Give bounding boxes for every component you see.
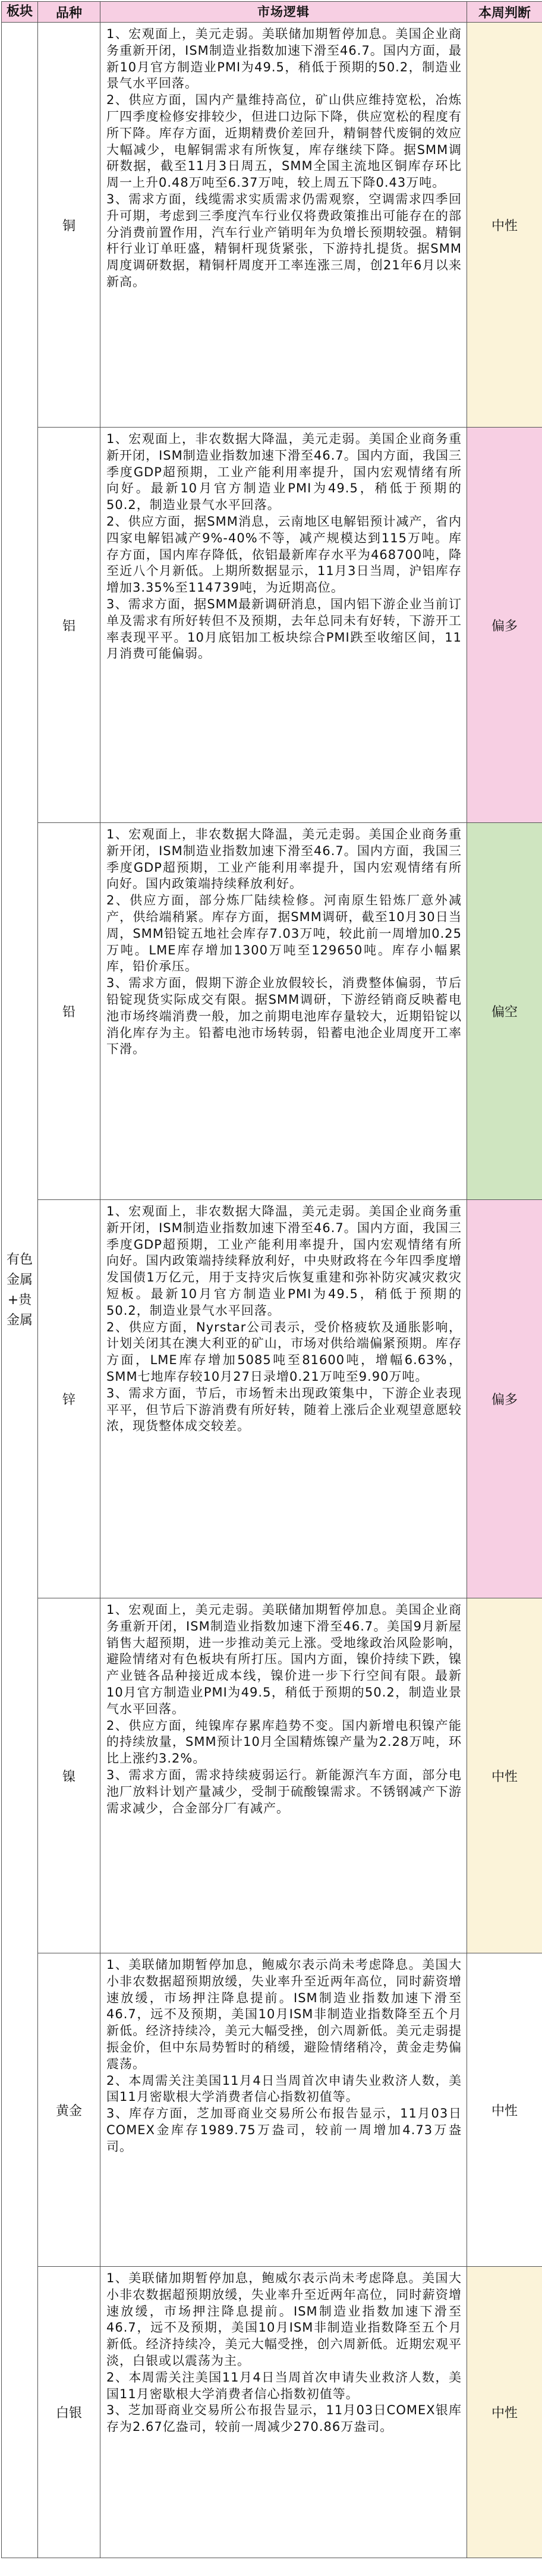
- sector-label: 有色金属+贵金属: [6, 1252, 33, 1328]
- table-row: [2, 1598, 542, 1953]
- logic-paragraph: 2、供应方面，纯镍库存累库趋势不变。国内新增电积镍产能的持续放量，SMM预计10月全国精炼镍产量为2.28万吨，环比上涨约3.2%。: [106, 1718, 462, 1766]
- table-row: [2, 1953, 542, 2267]
- logic-paragraph: 2、供应方面，Nyrstar公司表示，受价格疲软及通胀影响，计划关闭其在澳大利亚的矿山，市场对供给端偏紧预期。库存方面，LME库存增加5085吨至81600吨，增幅6.63%，SMM七地库存较10月27日录增0.21万吨至9.90万吨。: [106, 1320, 462, 1384]
- judgement-cell: 中性: [467, 2267, 542, 2558]
- logic-paragraph: 1、美联储加期暂停加息，鲍威尔表示尚未考虑降息。美国大小非农数据超预期放缓，失业率升至近两年高位，同时薪资增速放缓，市场押注降息提前。ISM制造业指数加速下滑至46.7，远不及预期，美国10月ISM非制造业指数降至五个月新低。经济持续冷，美元大幅受挫，创六周新低。近期宏观平淡，白银或以震荡为主。: [106, 2271, 462, 2368]
- logic-paragraph: 2、供应方面，部分炼厂陆续检修。河南原生铅炼厂意外减产，供给端稍紧。库存方面，据SMM调研，截至10月30日当周，SMM铅锭五地社会库存7.03万吨，较此前一周增加0.25万吨。LME库存增加1300万吨至129650吨。库存小幅累库，铅价承压。: [106, 893, 462, 974]
- logic-paragraph: 1、宏观面上，非农数据大降温，美元走弱。美国企业商务重新开闭，ISM制造业指数加速下滑至46.7。国内方面，我国三季度GDP超预期，工业产能利用率提升，国内宏观情绪有所向好。最新10月官方制造业PMI为49.5，稍低于预期的50.2，制造业景气水平回落。: [106, 432, 462, 513]
- variety-cell: 铝: [38, 428, 100, 823]
- logic-paragraph: 3、需求方面，假期下游企业放假较长，消费整体偏弱，节后铅锭现货实际成交有限。据SMM调研，下游经销商反映蓄电池市场终端消费一般，加之前期电池库存量较大，近期铅锭以消化库存为主。铅蓄电池市场转弱，铅蓄电池企业周度开工率下滑。: [106, 976, 462, 1057]
- table-row: [2, 23, 542, 428]
- logic-paragraph: 1、宏观面上，非农数据大降温，美元走弱。美国企业商务重新开闭，ISM制造业指数加速下滑至46.7。国内方面，我国三季度GDP超预期，工业产能利用率提升，国内宏观情绪有所向好。国内政策端持续释放利好，中央财政将在今年四季度增发国债1万亿元，用于支持灾后恢复重建和弥补防灾减灾救灾短板。最新10月官方制造业PMI为49.5，稍低于预期的50.2，制造业景气水平回落。: [106, 1204, 462, 1318]
- variety-cell: 黄金: [38, 1953, 100, 2267]
- logic-paragraph: 3、需求方面，据SMM最新调研消息，国内铝下游企业当前订单及需求有所好转但不及预期，去年总同未有好转，下游开工率表现平平。10月底铝加工板块综合PMI跌至收缩区间，11月消费可能偏弱。: [106, 596, 462, 661]
- report-sheet: [1, 1, 540, 2558]
- logic-cell: [100, 1598, 467, 1953]
- judgement-cell: 偏空: [467, 823, 542, 1200]
- table-row: [2, 428, 542, 823]
- logic-cell: [100, 2267, 467, 2558]
- logic-paragraph: 3、芝加哥商业交易所公布报告显示，11月03日COMEX银库存为2.67亿盎司，较前一周减少270.86万盎司。: [106, 2403, 462, 2434]
- logic-paragraph: 1、宏观面上，美元走弱。美联储加期暂停加息。美国企业商务重新开闭，ISM制造业指数加速下滑至46.7。美国9月新屋销售大超预期，进一步推动美元上涨。受地缘政治风险影响，避险情绪对有色板块有所打压。国内方面，镍价持续下跌，镍产业链各品种接近成本线，镍价进一步下行空间有限。最新10月官方制造业PMI为49.5，稍低于预期的50.2，制造业景气水平回落。: [106, 1603, 462, 1716]
- logic-paragraph: 2、供应方面，据SMM消息，云南地区电解铝预计减产，省内四家电解铝减产9%-40%不等，减产规模达到115万吨。库存方面，国内库存降低，依铝最新库存水平为468700吨，降至近八个月新低。上期所数据显示，11月3日当周，沪铝库存增加3.35%至114739吨，为近期高位。: [106, 514, 462, 595]
- logic-cell: [100, 23, 467, 428]
- variety-cell: 镍: [38, 1598, 100, 1953]
- logic-paragraph: 3、库存方面，芝加哥商业交易所公布报告显示，11月03日COMEX金库存1989.75万盎司，较前一周增加4.73万盎司。: [106, 2106, 462, 2154]
- logic-paragraph: 1、宏观面上，非农数据大降温，美元走弱。美国企业商务重新开闭，ISM制造业指数加速下滑至46.7。国内方面，我国三季度GDP超预期，工业产能利用率提升，国内宏观情绪有所向好。国内政策端持续释放利好。: [106, 827, 462, 891]
- logic-cell: [100, 823, 467, 1200]
- variety-cell: 铜: [38, 23, 100, 428]
- header-judgement: 本周判断: [467, 2, 542, 23]
- logic-cell: [100, 1200, 467, 1598]
- judgement-cell: 中性: [467, 1953, 542, 2267]
- logic-paragraph: 2、供应方面，国内产量维持高位，矿山供应维持宽松，冶炼厂四季度检修安排较少，但进口边际下降，供应宽松的程度有所下降。库存方面，近期精费价差回升，精铜替代废铜的效应大幅减少，电解铜需求有所恢复，库存继续下降。据SMM调研数据，截至11月3日周五，SMM全国主流地区铜库存环比周一上升0.48万吨至6.37万吨，较上周五下降0.43万吨。: [106, 93, 462, 190]
- logic-paragraph: 3、需求方面，节后，市场暂未出现政策集中，下游企业表现平平，但节后下游消费有所好转，随着上涨后企业观望意愿较浓，现货整体成交较差。: [106, 1386, 462, 1434]
- logic-paragraph: 1、美联储加期暂停加息，鲍威尔表示尚未考虑降息。美国大小非农数据超预期放缓，失业率升至近两年高位，同时薪资增速放缓，市场押注降息提前。ISM制造业指数加速下滑至46.7，远不及预期，美国10月ISM非制造业指数降至五个月新低。经济持续冷，美元大幅受挫，创六周新低。美元走弱提振金价，但中东局势暂时的稍缓，避险情绪稍冷，黄金走势偏震荡。: [106, 1958, 462, 2071]
- logic-cell: [100, 428, 467, 823]
- logic-paragraph: 2、本周需关注美国11月4日当周首次申请失业救济人数，美国11月密歇根大学消费者信心指数初值等。: [106, 2073, 462, 2104]
- table-row: [2, 823, 542, 1200]
- header-row: [2, 2, 542, 23]
- variety-cell: 铅: [38, 823, 100, 1200]
- table-row: [2, 2267, 542, 2558]
- logic-paragraph: 2、本周需关注美国11月4日当周首次申请失业救济人数，美国11月密歇根大学消费者信心指数初值等。: [106, 2370, 462, 2401]
- header-sector: 板块: [2, 2, 38, 23]
- variety-cell: 白银: [38, 2267, 100, 2558]
- logic-paragraph: 3、需求方面，线缆需求实质需求仍需观察，空调需求四季回升可期，考虑到三季度汽车行业仅将费政策推出可能存在的部分消费前置作用，汽车行业产销明年为负增长预期较强。精铜杆行业订单旺盛，精铜杆现货紧张，下游持扎提货。据SMM周度调研数据，精铜杆周度开工率连涨三周，创21年6月以来新高。: [106, 191, 462, 289]
- judgement-cell: 偏多: [467, 428, 542, 823]
- variety-cell: 锌: [38, 1200, 100, 1598]
- logic-paragraph: 3、需求方面，需求持续疲弱运行。新能源汽车方面，部分电池厂放料计划产量减少，受制于硫酸镍需求。不锈钢减产下游需求减少，合金部分厂有减产。: [106, 1767, 462, 1815]
- logic-cell: [100, 1953, 467, 2267]
- header-logic: 市场逻辑: [100, 2, 467, 23]
- judgement-cell: 中性: [467, 1598, 542, 1953]
- sector-cell: [2, 23, 38, 2558]
- header-variety: 品种: [38, 2, 100, 23]
- market-table: [1, 1, 542, 2558]
- table-row: [2, 1200, 542, 1598]
- judgement-cell: 偏多: [467, 1200, 542, 1598]
- judgement-cell: 中性: [467, 23, 542, 428]
- logic-paragraph: 1、宏观面上，美元走弱。美联储加期暂停加息。美国企业商务重新开闭，ISM制造业指数加速下滑至46.7。国内方面，最新10月官方制造业PMI为49.5，稍低于预期的50.2，制造业景气水平回落。: [106, 27, 462, 91]
